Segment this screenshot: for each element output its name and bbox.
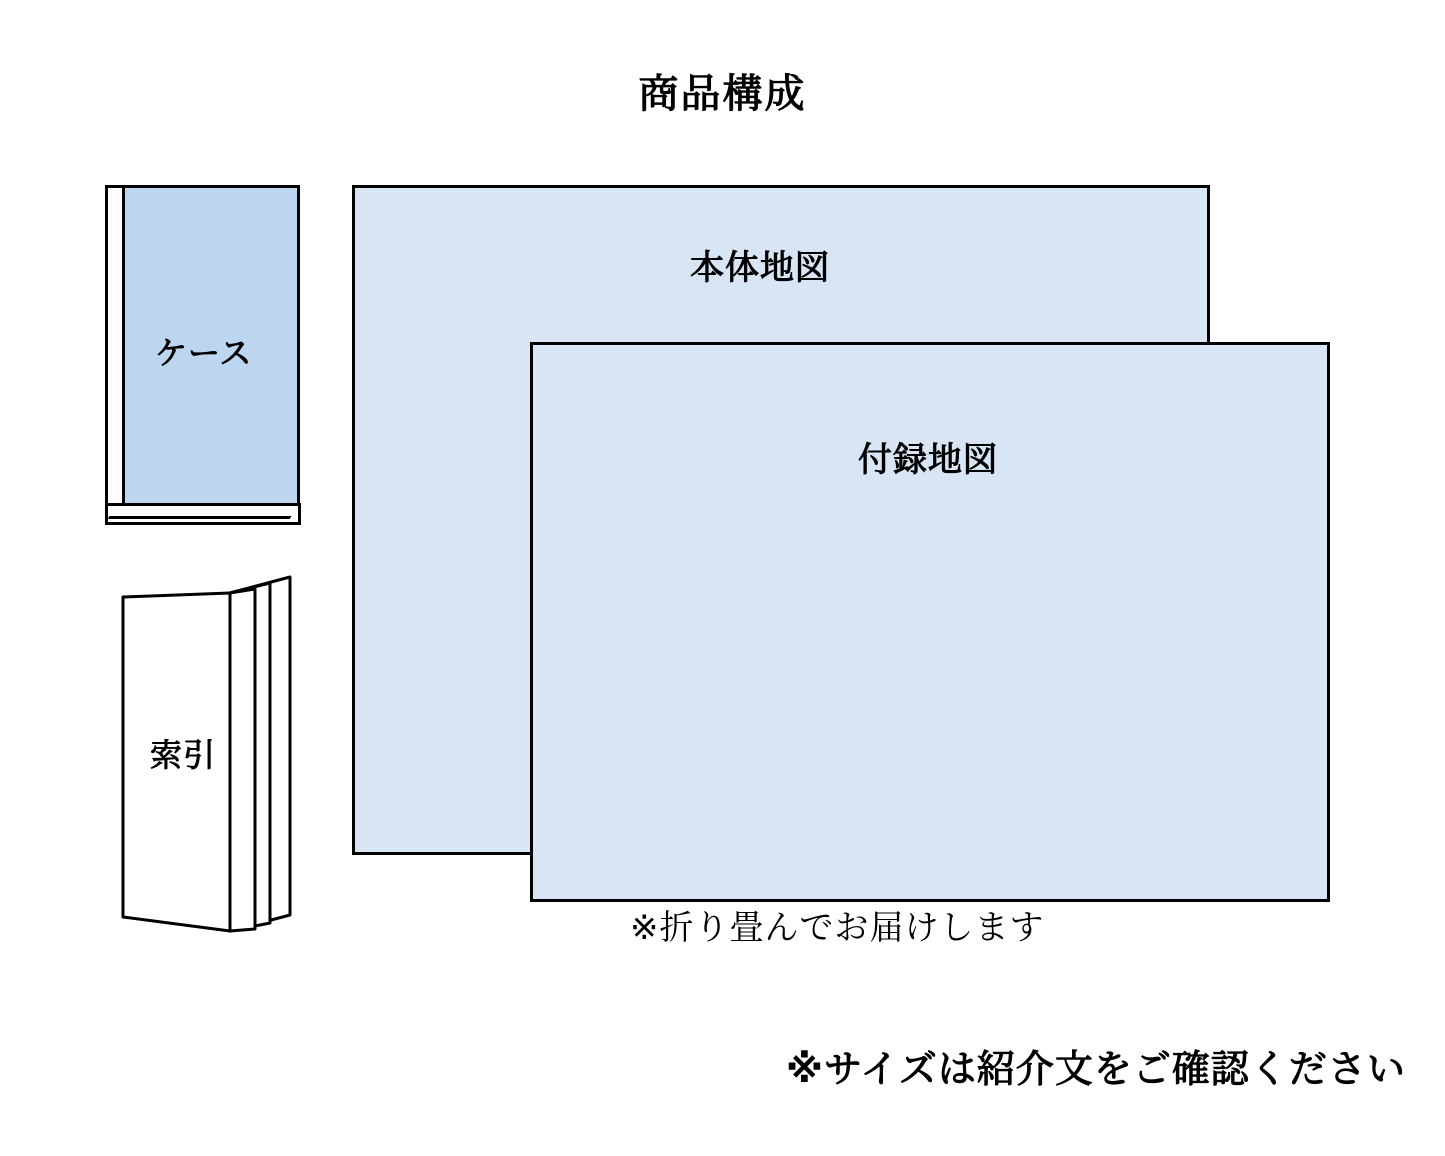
case-bottom-fold-icon <box>108 507 296 519</box>
main-map-label: 本体地図 <box>690 248 830 288</box>
index-illustration <box>105 575 320 940</box>
size-note: ※サイズは紹介文をご確認ください <box>786 1047 1406 1091</box>
case-label: ケース <box>155 334 253 372</box>
case-illustration <box>105 185 315 535</box>
page-title: 商品構成 <box>638 71 807 117</box>
appendix-map-sheet <box>530 342 1330 902</box>
fold-note: ※折り畳んでお届けします <box>630 908 1045 948</box>
appendix-map-label: 付録地図 <box>858 440 998 480</box>
index-label: 索引 <box>150 736 217 774</box>
